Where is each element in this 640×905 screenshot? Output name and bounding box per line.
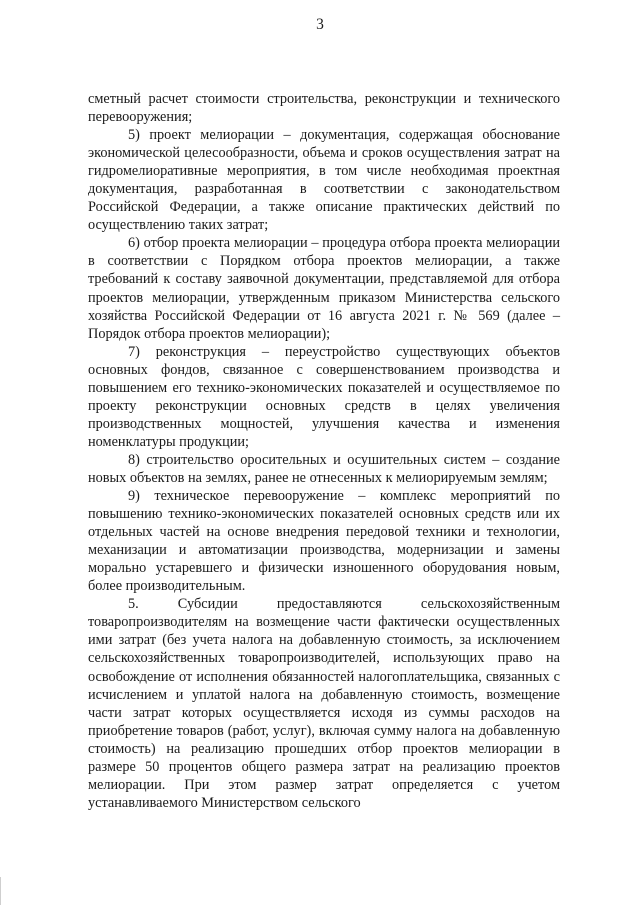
paragraph-continuation: сметный расчет стоимости строительства, реконструкции и технического перевооружения; [88, 91, 560, 126]
paragraph-item-5: 5) проект мелиорации – документация, содержащая обоснование экономической целесообразности, объема и сроков осуществления затрат на гидромелиоративные мероприятия, в том числе необходимая проектная документация, разработанная в соответствии с законодательством Российской Федерации, а также описание практических действий по осуществлению таких затрат; [88, 127, 560, 234]
page-edge-mark [0, 877, 4, 905]
paragraph-clause-5: 5. Субсидии предоставляются сельскохозяйственным товаропроизводителям на возмещение части фактически осуществленных ими затрат (без учета налога на добавленную стоимость, за исключением сельскохозяйственных товаропроизводителей, использующих право на освобождение от исполнения обязанностей налогоплательщика, связанных с исчислением и уплатой налога на добавленную стоимость, возмещение части затрат которых осуществляется исходя из суммы расходов на приобретение товаров (работ, услуг), включая сумму налога на добавленную стоимость) на реализацию прошедших отбор проектов мелиорации в размере 50 процентов общего размера затрат на реализацию проектов мелиорации. При этом размер затрат определяется с учетом устанавливаемого Министерством сельского [88, 596, 560, 811]
paragraph-item-6: 6) отбор проекта мелиорации – процедура отбора проекта мелиорации в соответствии с Порядком отбора проектов мелиорации, а также требований к составу заявочной документации, представляемой для отбора проектов мелиорации, утвержденным приказом Министерства сельского хозяйства Российской Федерации от 16 августа 2021 г. № 569 (далее – Порядок отбора проектов мелиорации); [88, 235, 560, 342]
paragraph-item-8: 8) строительство оросительных и осушительных систем – создание новых объектов на землях, ранее не отнесенных к мелиорируемым землям; [88, 451, 560, 486]
paragraph-item-7: 7) реконструкция – переустройство существующих объектов основных фондов, связанное с совершенствованием производства и повышением его технико-экономических показателей и осуществляемое по проекту реконструкции основных средств в целях увеличения производственных мощностей, улучшения качества и изменения номенклатуры продукции; [88, 343, 560, 450]
document-body [88, 90, 560, 812]
paragraph-item-9: 9) техническое перевооружение – комплекс мероприятий по повышению технико-экономических показателей основных средств или их отдельных частей на основе внедрения передовой техники и технологии, механизации и автоматизации производства, модернизации и замены морально устаревшего и физически изношенного оборудования новым, более производительным. [88, 488, 560, 595]
page-number: 3 [316, 16, 324, 33]
